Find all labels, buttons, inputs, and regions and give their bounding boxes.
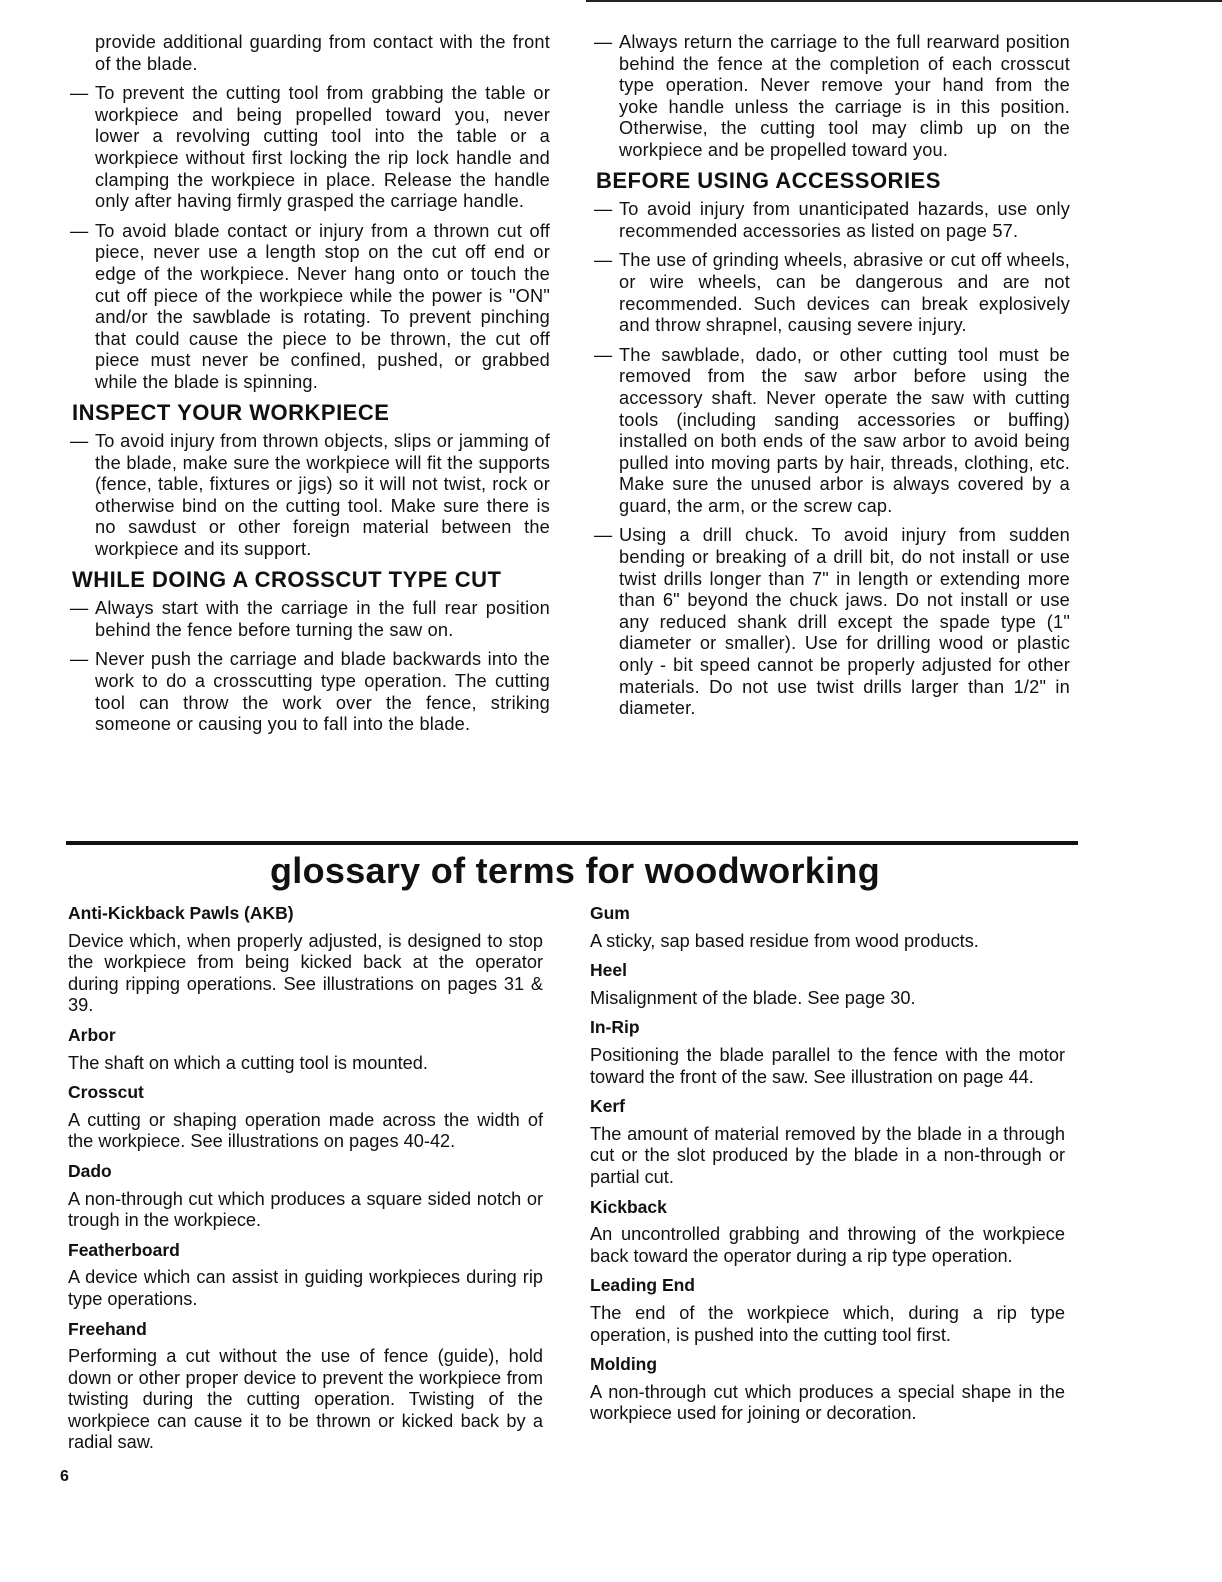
glossary-definition: A cutting or shaping operation made across the width of the workpiece. See illustrations on pages 40-42. — [68, 1109, 543, 1152]
bullet-item: — The sawblade, dado, or other cutting tool must be removed from the saw arbor before using the accessory shaft. Never operate the saw with cutting tools (including sanding accessories or buffing) installed on both ends of the saw arbor to avoid being pulled into moving parts by hair, threads, clothing, etc. Make sure the unused arbor is always covered by a guard, the arm, or the screw cap. — [594, 345, 1070, 518]
glossary-term: Arbor — [68, 1024, 116, 1045]
glossary-term: Kerf — [590, 1096, 626, 1117]
top-border-line — [586, 0, 1222, 2]
section-divider — [66, 841, 1078, 845]
glossary-definition: A sticky, sap based residue from wood products. — [590, 930, 979, 951]
glossary-term: Freehand — [68, 1318, 147, 1339]
glossary-definition: A non-through cut which produces a special shape in the workpiece used for joining or decoration. — [590, 1381, 1065, 1424]
glossary-left-column — [68, 903, 543, 1462]
section-heading-accessories: BEFORE USING ACCESSORIES — [596, 167, 941, 193]
glossary-term: Gum — [590, 903, 630, 923]
glossary-term: In-Rip — [590, 1017, 640, 1038]
glossary-definition: The end of the workpiece which, during a rip type operation, is pushed into the cutting tool first. — [590, 1302, 1065, 1345]
continued-paragraph: provide additional guarding from contact with the front of the blade. — [95, 32, 550, 74]
glossary-term: Kickback — [590, 1196, 667, 1217]
bullet-item: — To avoid blade contact or injury from a thrown cut off piece, never use a length stop on the cut off end or edge of the workpiece. Never hang onto or touch the cut off piece of the workpiece while the power is "ON" and/or the sawblade is rotating. To prevent pinching that could cause the piece to be thrown, the cut off piece must never be confined, pushed, or grabbed while the blade is spinning. — [70, 221, 550, 394]
glossary-term: Heel — [590, 960, 627, 981]
bullet-item: — To avoid injury from thrown objects, slips or jamming of the blade, make sure the workpiece will fit the supports (fence, table, fixtures or jigs) so it will not twist, rock or otherwise bind on the cutting tool. Make sure there is no sawdust or other foreign material between the workpiece and its support. — [70, 431, 550, 561]
glossary-definition: An uncontrolled grabbing and throwing of the workpiece back toward the operator during a rip type operation. — [590, 1224, 1065, 1266]
page-number: 6 — [60, 1468, 69, 1485]
glossary-definition: A device which can assist in guiding workpieces during rip type operations. — [68, 1267, 543, 1309]
glossary-term: Leading End — [590, 1275, 695, 1296]
bullet-item: — To prevent the cutting tool from grabbing the table or workpiece and being propelled toward you, never lower a revolving cutting tool into the table or a workpiece without first locking the rip lock handle and clamping the workpiece in place. Release the handle only after having firmly grasped the carriage handle. — [70, 83, 550, 213]
safety-left-column — [70, 32, 550, 744]
bullet-item: — The use of grinding wheels, abrasive or cut off wheels, or wire wheels, can be dangerous and are not recommended. Such devices can break explosively and throw shrapnel, causing severe injury. — [594, 250, 1070, 336]
glossary-title: glossary of terms for woodworking — [270, 850, 880, 891]
section-heading-crosscut: WHILE DOING A CROSSCUT TYPE CUT — [72, 566, 502, 592]
glossary-right-column — [590, 903, 1065, 1433]
safety-right-column — [594, 32, 1070, 728]
glossary-term: Molding — [590, 1354, 658, 1375]
glossary-definition: A non-through cut which produces a square sided notch or trough in the workpiece. — [68, 1188, 543, 1231]
glossary-definition: The amount of material removed by the blade in a through cut or the slot produced by the blade in a non-through or partial cut. — [590, 1123, 1065, 1187]
glossary-definition: The shaft on which a cutting tool is mounted. — [68, 1052, 428, 1073]
bullet-item: — Always start with the carriage in the full rear position behind the fence before turning the saw on. — [70, 598, 550, 641]
glossary-definition: Positioning the blade parallel to the fence with the motor toward the front of the saw. See illustration on page 44. — [590, 1044, 1065, 1087]
glossary-term: Anti-Kickback Pawls (AKB) — [68, 903, 294, 923]
glossary-term: Featherboard — [68, 1239, 180, 1260]
section-heading-inspect-workpiece: INSPECT YOUR WORKPIECE — [72, 399, 390, 425]
glossary-term: Dado — [68, 1160, 112, 1181]
bullet-item: — Using a drill chuck. To avoid injury from sudden bending or breaking of a drill bit, do not install or use twist drills longer than 7" in length or extending more than 6" beyond the chuck jaws. Do not install or use any reduced shank drill except the spade type (1" diameter or smaller). Use for drilling wood or plastic only - bit speed cannot be properly adjusted for other materials. Do not use twist drills larger than 1/2" in diameter. — [594, 525, 1070, 719]
glossary-definition: Misalignment of the blade. See page 30. — [590, 987, 916, 1008]
bullet-item: — Never push the carriage and blade backwards into the work to do a crosscutting type operation. The cutting tool can throw the work over the fence, striking someone or causing you to fall into the blade. — [70, 649, 550, 735]
bullet-item: — Always return the carriage to the full rearward position behind the fence at the completion of each crosscut type operation. Never remove your hand from the yoke handle unless the carriage is in this position. Otherwise, the cutting tool may climb up on the workpiece and be propelled toward you. — [594, 32, 1070, 162]
glossary-definition: Performing a cut without the use of fence (guide), hold down or other proper device to prevent the workpiece from twisting during the cutting operation. Twisting of the workpiece can cause it to be thrown or kicked back by a radial saw. — [68, 1346, 543, 1453]
bullet-item: — To avoid injury from unanticipated hazards, use only recommended accessories as listed on page 57. — [594, 199, 1070, 242]
glossary-definition: Device which, when properly adjusted, is designed to stop the workpiece from being kicked back at the operator during ripping operations. See illustrations on pages 31 & 39. — [68, 930, 543, 1016]
glossary-term: Crosscut — [68, 1082, 144, 1103]
